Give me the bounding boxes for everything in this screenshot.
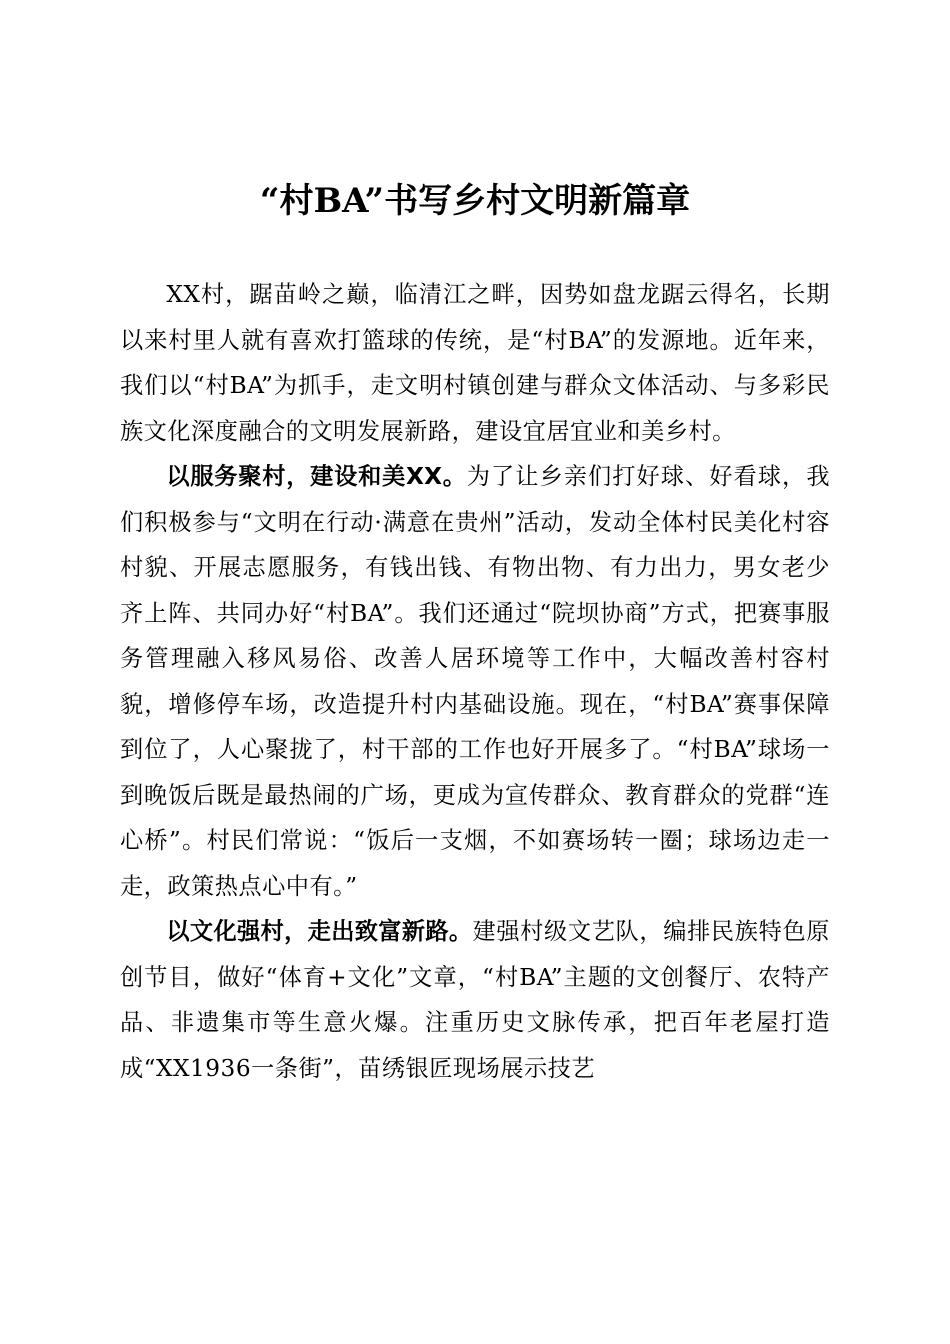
paragraph-lead: 以服务聚村，建设和美XX。 <box>166 463 467 490</box>
paragraph-lead: 以文化强村，走出致富新路。 <box>166 918 473 945</box>
paragraph-service <box>120 454 830 909</box>
document-body <box>120 272 830 1091</box>
paragraph-culture <box>120 909 830 1091</box>
paragraph-text: XX村，踞苗岭之巅，临清江之畔，因势如盘龙踞云得名，长期以来村里人就有喜欢打篮球的传统，是“村BA”的发源地。近年来，我们以“村BA”为抓手，走文明村镇创建与群众文体活动、与多彩民族文化深度融合的文明发展新路，建设宜居宜业和美乡村。 <box>120 281 830 445</box>
paragraph-text: 为了让乡亲们打好球、好看球，我们积极参与“文明在行动·满意在贵州”活动，发动全体村民美化村容村貌、开展志愿服务，有钱出钱、有物出物、有力出力，男女老少齐上阵、共同办好“村BA”。我们还通过“院坝协商”方式，把赛事服务管理融入移风易俗、改善人居环境等工作中，大幅改善村容村貌，增修停车场，改造提升村内基础设施。现在，“村BA”赛事保障到位了，人心聚拢了，村干部的工作也好开展多了。“村BA”球场一到晚饭后既是最热闹的广场，更成为宣传群众、教育群众的党群“连心桥”。村民们常说：“饭后一支烟，不如赛场转一圈；球场边走一走，政策热点心中有。” <box>120 463 831 900</box>
document-title: “村BA”书写乡村文明新篇章 <box>259 181 691 221</box>
paragraph-intro <box>120 272 830 454</box>
paragraph-text: 建强村级文艺队，编排民族特色原创节目，做好“体育+文化”文章，“村BA”主题的文创餐厅、农特产品、非遗集市等生意火爆。注重历史文脉传承，把百年老屋打造成“XX1936一条街”，苗绣银匠现场展示技艺 <box>120 918 830 1082</box>
